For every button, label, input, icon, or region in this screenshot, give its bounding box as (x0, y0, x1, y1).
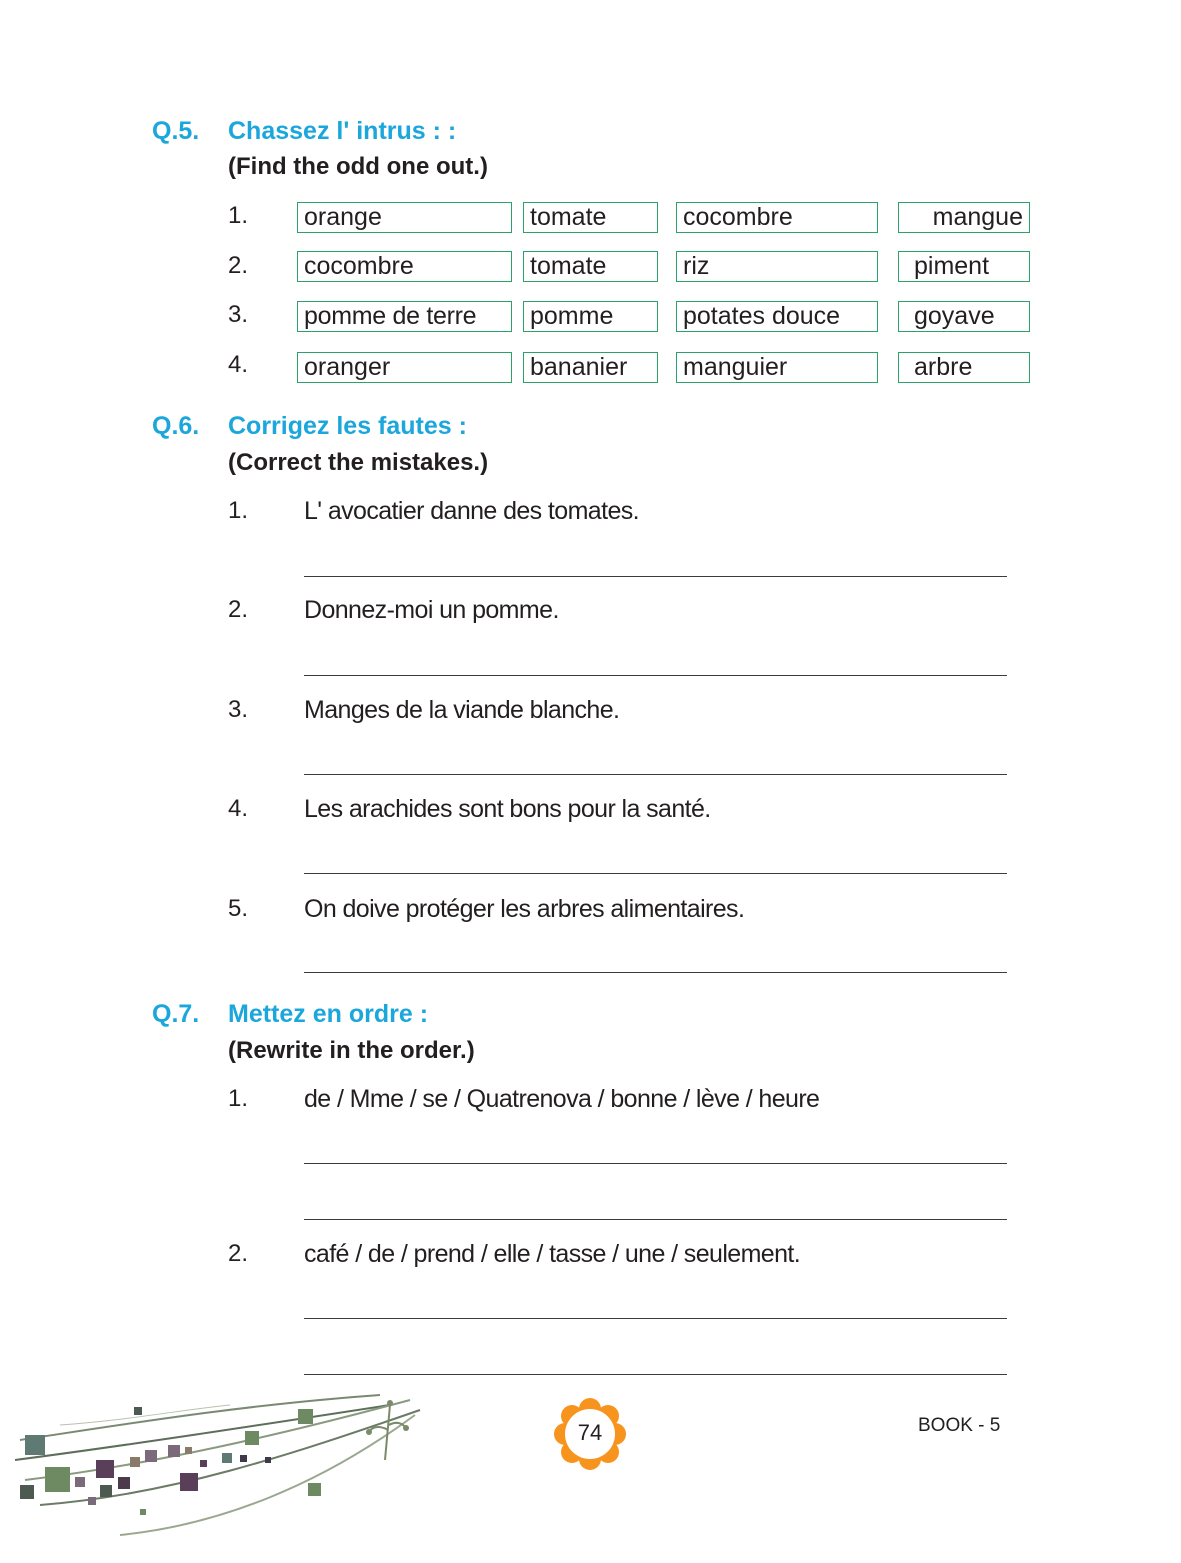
q5-row-number: 4. (228, 351, 249, 378)
q6-item-number: 2. (228, 596, 249, 623)
q5-row-number: 3. (228, 301, 249, 328)
q6-sentence: Les arachides sont bons pour la santé. (304, 795, 711, 823)
q7-item-number: 2. (228, 1240, 249, 1267)
q7-item-number: 1. (228, 1085, 249, 1112)
odd-one-out-cell[interactable]: riz (676, 251, 878, 282)
odd-one-out-cell[interactable]: cocombre (297, 251, 512, 282)
odd-one-out-cell[interactable]: piment (898, 251, 1030, 282)
odd-one-out-cell[interactable]: tomate (523, 251, 658, 282)
q6-item-number: 3. (228, 696, 249, 723)
answer-line[interactable] (304, 873, 1007, 874)
q5-subtitle: (Find the odd one out.) (228, 153, 488, 180)
odd-one-out-cell[interactable]: oranger (297, 352, 512, 383)
q7-sentence: de / Mme / se / Quatrenova / bonne / lève / heure (304, 1085, 820, 1113)
odd-one-out-cell[interactable]: bananier (523, 352, 658, 383)
q6-sentence: Donnez-moi un pomme. (304, 596, 559, 624)
q7-title: Mettez en ordre : (228, 1000, 429, 1028)
odd-one-out-cell[interactable]: pomme (523, 301, 658, 332)
q6-number: Q.6. (152, 412, 200, 440)
odd-one-out-cell[interactable]: cocombre (676, 202, 878, 233)
q6-item-number: 1. (228, 497, 249, 524)
answer-line[interactable] (304, 675, 1007, 676)
q6-item-number: 5. (228, 895, 249, 922)
answer-line[interactable] (304, 774, 1007, 775)
odd-one-out-cell[interactable]: tomate (523, 202, 658, 233)
answer-line[interactable] (304, 1219, 1007, 1220)
q6-subtitle: (Correct the mistakes.) (228, 449, 489, 476)
answer-line[interactable] (304, 1318, 1007, 1319)
q6-title: Corrigez les fautes : (228, 412, 467, 440)
odd-one-out-cell[interactable]: goyave (898, 301, 1030, 332)
answer-line[interactable] (304, 1374, 1007, 1375)
odd-one-out-cell[interactable]: arbre (898, 352, 1030, 383)
q5-row-number: 1. (228, 202, 249, 229)
q5-row-number: 2. (228, 252, 249, 279)
q6-sentence: Manges de la viande blanche. (304, 696, 620, 724)
q7-subtitle: (Rewrite in the order.) (228, 1037, 475, 1064)
odd-one-out-cell[interactable]: pomme de terre (297, 301, 512, 332)
q6-item-number: 4. (228, 795, 249, 822)
answer-line[interactable] (304, 1163, 1007, 1164)
q7-number: Q.7. (152, 1000, 200, 1028)
q7-sentence: café / de / prend / elle / tasse / une / seulement. (304, 1240, 801, 1268)
odd-one-out-cell[interactable]: orange (297, 202, 512, 233)
book-label: BOOK - 5 (918, 1415, 1001, 1436)
answer-line[interactable] (304, 576, 1007, 577)
q6-sentence: On doive protéger les arbres alimentaires. (304, 895, 745, 923)
odd-one-out-cell[interactable]: manguier (676, 352, 878, 383)
odd-one-out-cell[interactable]: mangue (898, 202, 1030, 233)
q6-sentence: L' avocatier danne des tomates. (304, 497, 640, 525)
odd-one-out-cell[interactable]: potates douce (676, 301, 878, 332)
page-number: 74 (577, 1420, 603, 1445)
q5-number: Q.5. (152, 117, 200, 145)
swirl-decoration-icon (0, 1385, 430, 1545)
answer-line[interactable] (304, 972, 1007, 973)
q5-title: Chassez l' intrus : : (228, 117, 457, 145)
